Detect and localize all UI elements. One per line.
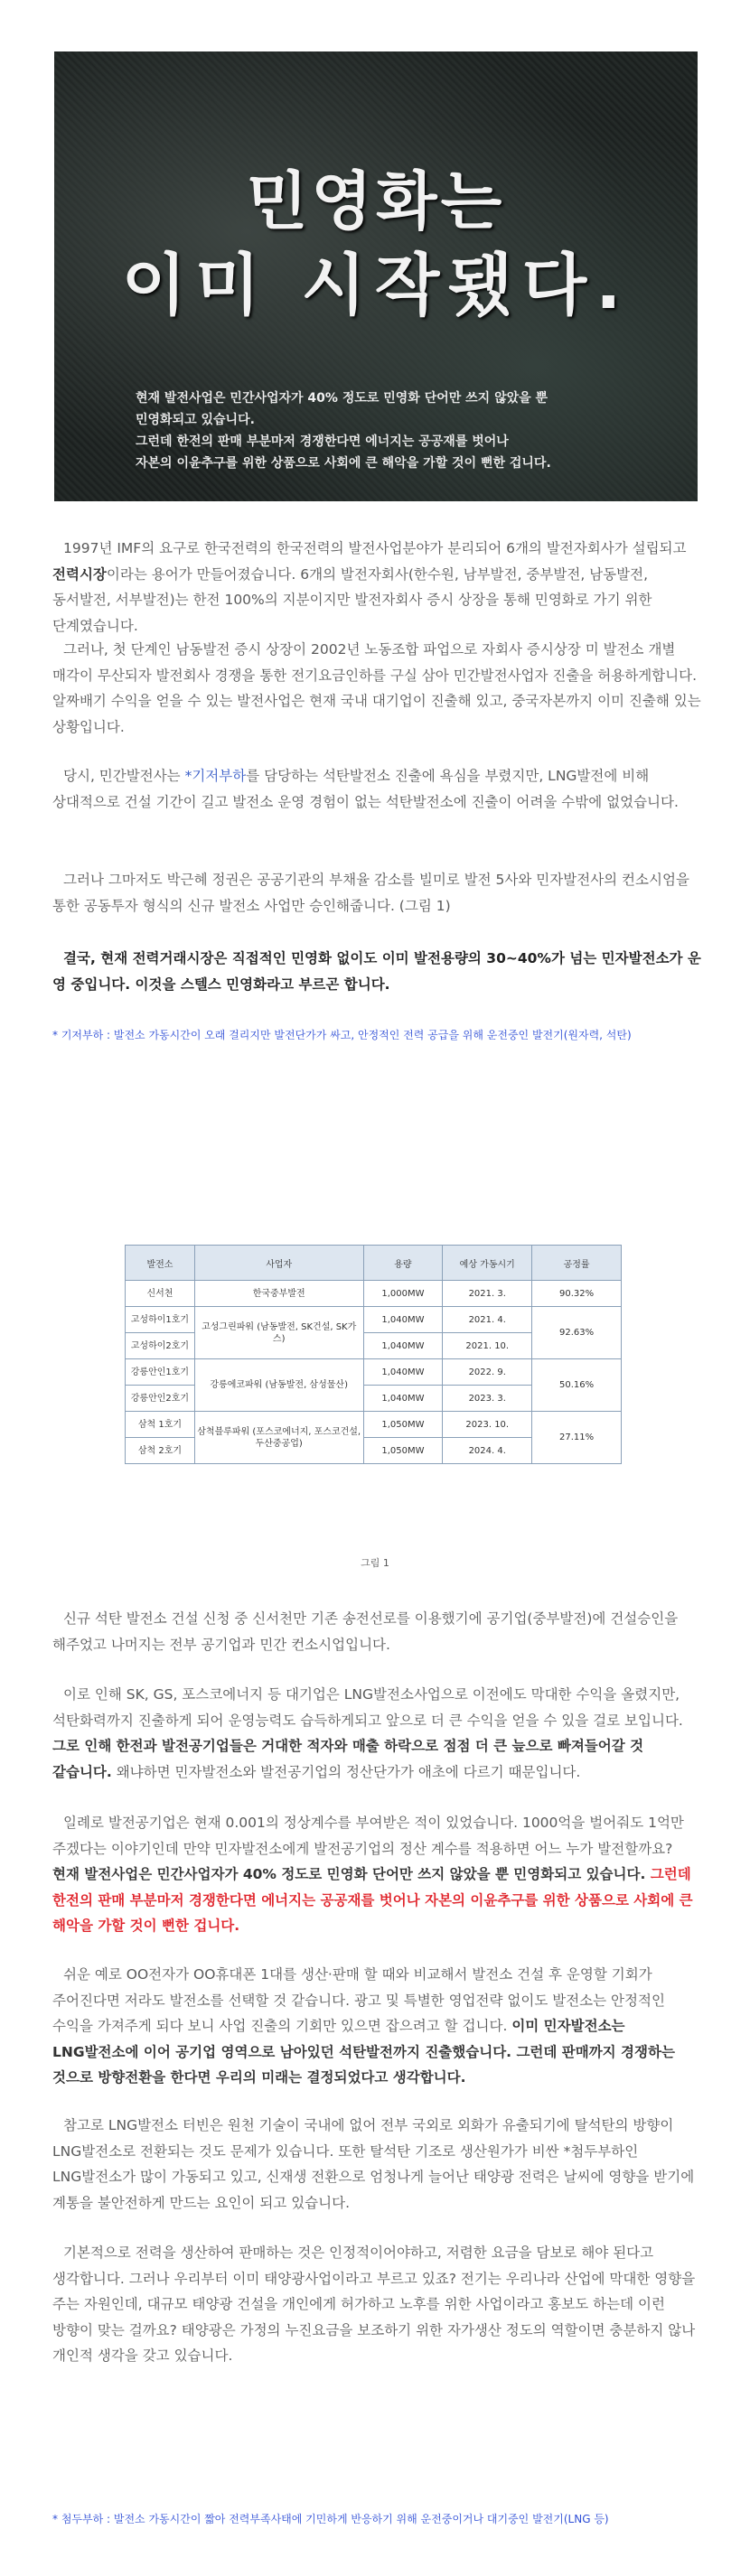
paragraph-7	[52, 1682, 701, 1785]
text: 이라는 용어가 만들어졌습니다. 6개의 발전자회사(한수원, 남부발전, 중부발전, 남동발전, 동서발전, 서부발전)는 한전 100%의 지분이지만 발전자회사 증시 상장을 통해 민영화로 가기 위한 단계였습니다.	[52, 565, 652, 634]
table-row	[126, 1359, 622, 1386]
table-cell: 삼척 1호기	[126, 1412, 195, 1438]
table-cell: 강릉안인1호기	[126, 1359, 195, 1386]
paragraph-5	[52, 946, 701, 997]
table-cell: 고성하이2호기	[126, 1333, 195, 1359]
table-cell: 27.11%	[532, 1412, 622, 1464]
paragraph-10	[52, 2113, 701, 2216]
table-row	[126, 1412, 622, 1438]
banner-text-line: 자본의 이윤추구를 위한 상품으로 사회에 큰 해악을 가할 것이 뻔한 겁니다.	[136, 456, 551, 471]
table-header: 용량	[363, 1246, 443, 1281]
table-header: 공정률	[532, 1246, 622, 1281]
text-red: 그런데 한전의 판매 부분마저 경쟁한다면 에너지는 공공재를 벗어나 자본의 이윤추구를 위한 상품으로 사회에 큰 해악을 가할 것이 뻔한 겁니다.	[52, 1866, 693, 1934]
paragraph-9	[52, 1962, 701, 2091]
table-cell: 90.32%	[532, 1281, 622, 1307]
paragraph-6	[52, 1606, 701, 1657]
table-cell: 1,050MW	[363, 1412, 443, 1438]
text: 그러나, 첫 단계인 남동발전 증시 상장이 2002년 노동조합 파업으로 자회사 증시상장 미 발전소 개별 매각이 무산되자 발전회사 경쟁을 통한 전기요금인하를 구실 삼아 민간발전사업자 진출을 허용하게합니다. 알짜배기 수익을 얻을 수 있는 발전사업은 현재 국내 대기업이 진출해 있고, 중국자본까지 이미 진출해 있는 상황입니다.	[52, 641, 701, 735]
hero-banner	[54, 51, 698, 501]
paragraph-8	[52, 1810, 701, 1939]
text-bold: 결국, 현재 전력거래시장은 직접적인 민영화 없이도 이미 발전용량의 30~40%가 넘는 민자발전소가 운영 중입니다. 이것을 스텔스 민영화라고 부르곤 합니다.	[52, 950, 701, 993]
table-cell: 강릉에코파워 (남동발전, 삼성물산)	[194, 1359, 363, 1412]
paragraph-3	[52, 763, 701, 815]
table-cell: 2021. 3.	[443, 1281, 532, 1307]
table-cell: 2023. 3.	[443, 1386, 532, 1412]
table-cell: 2024. 4.	[443, 1438, 532, 1464]
text-bold: 그로 인해 한전과 발전공기업들은 거대한 적자와 매출 하락으로 점점 더 큰 늪으로 빠져들어갈 것 같습니다.	[52, 1738, 644, 1780]
table-row	[126, 1307, 622, 1333]
text: 1997년 IMF의 요구로 한국전력의 한국전력의 발전사업분야가 분리되어 6개의 발전자회사가 설립되고	[63, 540, 687, 556]
paragraph-11	[52, 2240, 701, 2369]
text: 왜냐하면 민자발전소와 발전공기업의 정산단가가 애초에 다르기 때문입니다.	[111, 1763, 581, 1780]
banner-text-line: 그런데 한전의 판매 부분마저 경쟁한다면 에너지는 공공재를 벗어나	[136, 434, 509, 449]
paragraph-4	[52, 867, 701, 919]
table-cell: 1,040MW	[363, 1307, 443, 1333]
paragraph-1	[52, 536, 701, 639]
footnote-base-load: * 기저부하 : 발전소 가동시간이 오래 걸리지만 발전단가가 싸고, 안정적인 전력 공급을 위해 운전중인 발전기(원자력, 석탄)	[52, 1029, 632, 1041]
banner-text-line: 현재 발전사업은 민간사업자가 40% 정도로 민영화 단어만 쓰지 않았을 뿐	[136, 391, 548, 406]
table-cell: 1,040MW	[363, 1359, 443, 1386]
table-cell: 1,050MW	[363, 1438, 443, 1464]
table-cell: 92.63%	[532, 1307, 622, 1359]
text: 기본적으로 전력을 생산하여 판매하는 것은 인정적이어야하고, 저렴한 요금을 담보로 해야 된다고 생각합니다. 그러나 우리부터 이미 태양광사업이라고 부르고 있죠? 전기는 우리나라 산업에 막대한 영향을 주는 자원인데, 대규모 태양광 건설을 개인에게 허가하고 노후를 위한 사업이라고 홍보도 하는데 이런 방향이 맞는 걸까요? 태양광은 가정의 누진요금을 보조하기 위한 자가생산 정도의 역할이면 충분하지 않나 개인적 생각을 갖고 있습니다.	[52, 2245, 696, 2364]
text: 참고로 LNG발전소 터빈은 원천 기술이 국내에 없어 전부 국외로 외화가 유출되기에 탈석탄의 방향이 LNG발전소로 전환되는 것도 문제가 있습니다. 또한 탈석탄 기조로 생산원가가 비싼 *첨두부하인 LNG발전소가 많이 가동되고 있고, 신재생 전환으로 엄청나게 늘어난 태양광 전력은 날씨에 영향을 받기에 계통을 불안전하게 만드는 요인이 되고 있습니다.	[52, 2117, 695, 2211]
table-row	[126, 1281, 622, 1307]
footnote-peak-load: * 첨두부하 : 발전소 가동시간이 짧아 전력부족사태에 기민하게 반응하기 위해 운전중이거나 대기중인 발전기(LNG 등)	[52, 2513, 609, 2525]
text: 를 담당하는 석탄발전소 진출에 욕심을 부렸지만, LNG발전에 비해 상대적으로 건설 기간이 길고 발전소 운영 경험이 없는 석탄발전소에 진출이 어려울 수밖에 없었습니다.	[52, 768, 679, 810]
table-cell: 1,040MW	[363, 1333, 443, 1359]
text: 쉬운 예로 OO전자가 OO휴대폰 1대를 생산·판매 할 때와 비교해서 발전소 건설 후 운영할 기회가 주어진다면 저라도 발전소를 선택할 것 같습니다. 광고 및 특별한 영업전략 없이도 발전소는 안정적인 수익을 가져주게 되다 보니 사업 진출의 기회만 있으면 잡으려고 할 겁니다.	[52, 1966, 665, 2034]
table-cell: 강릉안인2호기	[126, 1386, 195, 1412]
table-cell: 1,000MW	[363, 1281, 443, 1307]
table-header: 사업자	[194, 1246, 363, 1281]
table-cell: 2021. 4.	[443, 1307, 532, 1333]
table-cell: 한국중부발전	[194, 1281, 363, 1307]
text-bold: 전력시장	[52, 565, 107, 583]
power-plant-table	[125, 1245, 622, 1464]
figure-caption: 그림 1	[361, 1557, 389, 1569]
table-cell: 2021. 10.	[443, 1333, 532, 1359]
paragraph-2	[52, 637, 701, 740]
text: 그러나 그마저도 박근혜 정권은 공공기관의 부채율 감소를 빌미로 발전 5사와 민자발전사의 컨소시엄을 통한 공동투자 형식의 신규 발전소 사업만 승인해줍니다. (그림 1)	[52, 872, 689, 914]
text-highlight: *기저부하	[184, 768, 247, 784]
table-cell: 고성그린파워 (남동발전, SK건설, SK가스)	[194, 1307, 363, 1359]
table-cell: 1,040MW	[363, 1386, 443, 1412]
table-cell: 고성하이1호기	[126, 1307, 195, 1333]
table-header: 예상 가동시기	[443, 1246, 532, 1281]
table-cell: 삼척 2호기	[126, 1438, 195, 1464]
text: 이로 인해 SK, GS, 포스코에너지 등 대기업은 LNG발전소사업으로 이전에도 막대한 수익을 올렸지만, 석탄화력까지 진출하게 되어 운영능력도 습득하게되고 앞으로 더 큰 수익을 얻을 수 있을 걸로 보입니다.	[52, 1686, 683, 1729]
banner-text	[136, 387, 642, 474]
table-cell: 신서천	[126, 1281, 195, 1307]
text: 신규 석탄 발전소 건설 신청 중 신서천만 기존 송전선로를 이용했기에 공기업(중부발전)에 건설승인을 해주었고 나머지는 전부 공기업과 민간 컨소시업입니다.	[52, 1610, 679, 1653]
text-bold: 이미 민자발전소는 LNG발전소에 이어 공기업 영역으로 남아있던 석탄발전까지 진출했습니다. 그런데 판매까지 경쟁하는 것으로 방향전환을 한다면 우리의 미래는 결정되었다고 생각합니다.	[52, 2018, 675, 2086]
text: 일례로 발전공기업은 현재 0.001의 정상계수를 부여받은 적이 있었습니다. 1000억을 벌어줘도 1억만 주겠다는 이야기인데 만약 민자발전소에게 발전공기업의 정산 계수를 적용하면 어느 누가 발전할까요?	[52, 1815, 684, 1857]
banner-title-line1: 민영화는	[246, 164, 506, 238]
table-cell: 2022. 9.	[443, 1359, 532, 1386]
text: 당시, 민간발전사는	[63, 768, 185, 784]
banner-title-line2: 이미 시작됐다.	[121, 247, 631, 324]
table-cell: 삼척블루파워 (포스코에너지, 포스코건설, 두산중공업)	[194, 1412, 363, 1464]
table-cell: 2023. 10.	[443, 1412, 532, 1438]
text-bold: 현재 발전사업은 민간사업자가 40% 정도로 민영화 단어만 쓰지 않았을 뿐 민영화되고 있습니다.	[52, 1866, 651, 1882]
table-cell: 50.16%	[532, 1359, 622, 1412]
banner-text-line: 민영화되고 있습니다.	[136, 413, 255, 427]
table-header: 발전소	[126, 1246, 195, 1281]
